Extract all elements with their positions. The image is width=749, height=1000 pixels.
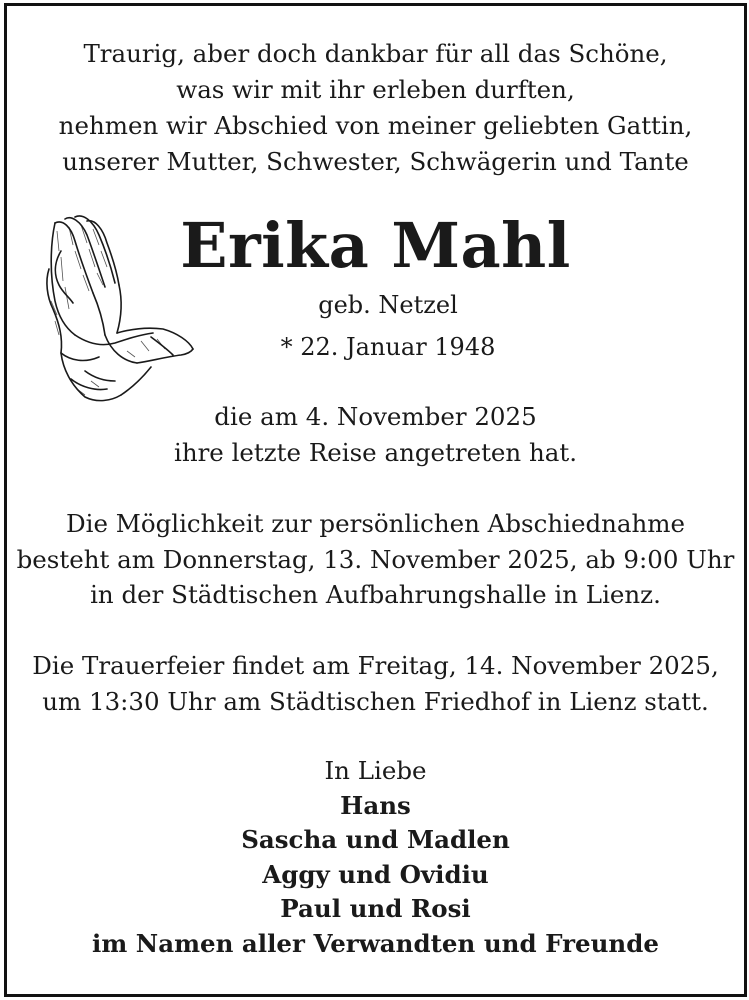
death-notice (7, 399, 744, 470)
mourner-name: im Namen aller Verwandten und Freunde (92, 928, 659, 958)
funeral-line: Die Trauerfeier findet am Freitag, 14. November 2025, (32, 651, 719, 680)
death-line: ihre letzte Reise angetreten hat. (173, 437, 578, 467)
funeral-line: um 13:30 Uhr am Städtischen Friedhof in Lienz statt. (42, 686, 709, 716)
mourner-name: Hans (340, 790, 411, 820)
intro-line: nehmen wir Abschied von meiner geliebten Gattin, (58, 111, 693, 140)
obituary-frame (4, 3, 747, 997)
intro-line: was wir mit ihr erleben durften, (176, 75, 575, 104)
intro-line: unserer Mutter, Schwester, Schwägerin und Tante (62, 147, 689, 176)
intro-text (7, 36, 744, 180)
deceased-name: Erika Mahl (180, 209, 571, 282)
viewing-line: besteht am Donnerstag, 13. November 2025, ab 9:00 Uhr (16, 544, 735, 574)
intro-line: Traurig, aber doch dankbar für all das Schöne, (83, 39, 668, 68)
viewing-info (7, 506, 744, 613)
signoff-greeting: In Liebe (324, 756, 427, 785)
viewing-line: Die Möglichkeit zur persönlichen Abschiednahme (65, 509, 686, 538)
mourner-name: Paul und Rosi (280, 894, 471, 923)
signoff (7, 754, 744, 961)
viewing-line: in der Städtischen Aufbahrungshalle in Lienz. (90, 580, 661, 609)
death-line: die am 4. November 2025 (214, 402, 537, 431)
birth-name: geb. Netzel (318, 291, 458, 319)
mourner-name: Sascha und Madlen (241, 825, 510, 854)
birth-date: * 22. Januar 1948 (280, 333, 496, 361)
funeral-info (7, 648, 744, 719)
mourner-name: Aggy und Ovidiu (262, 859, 489, 889)
